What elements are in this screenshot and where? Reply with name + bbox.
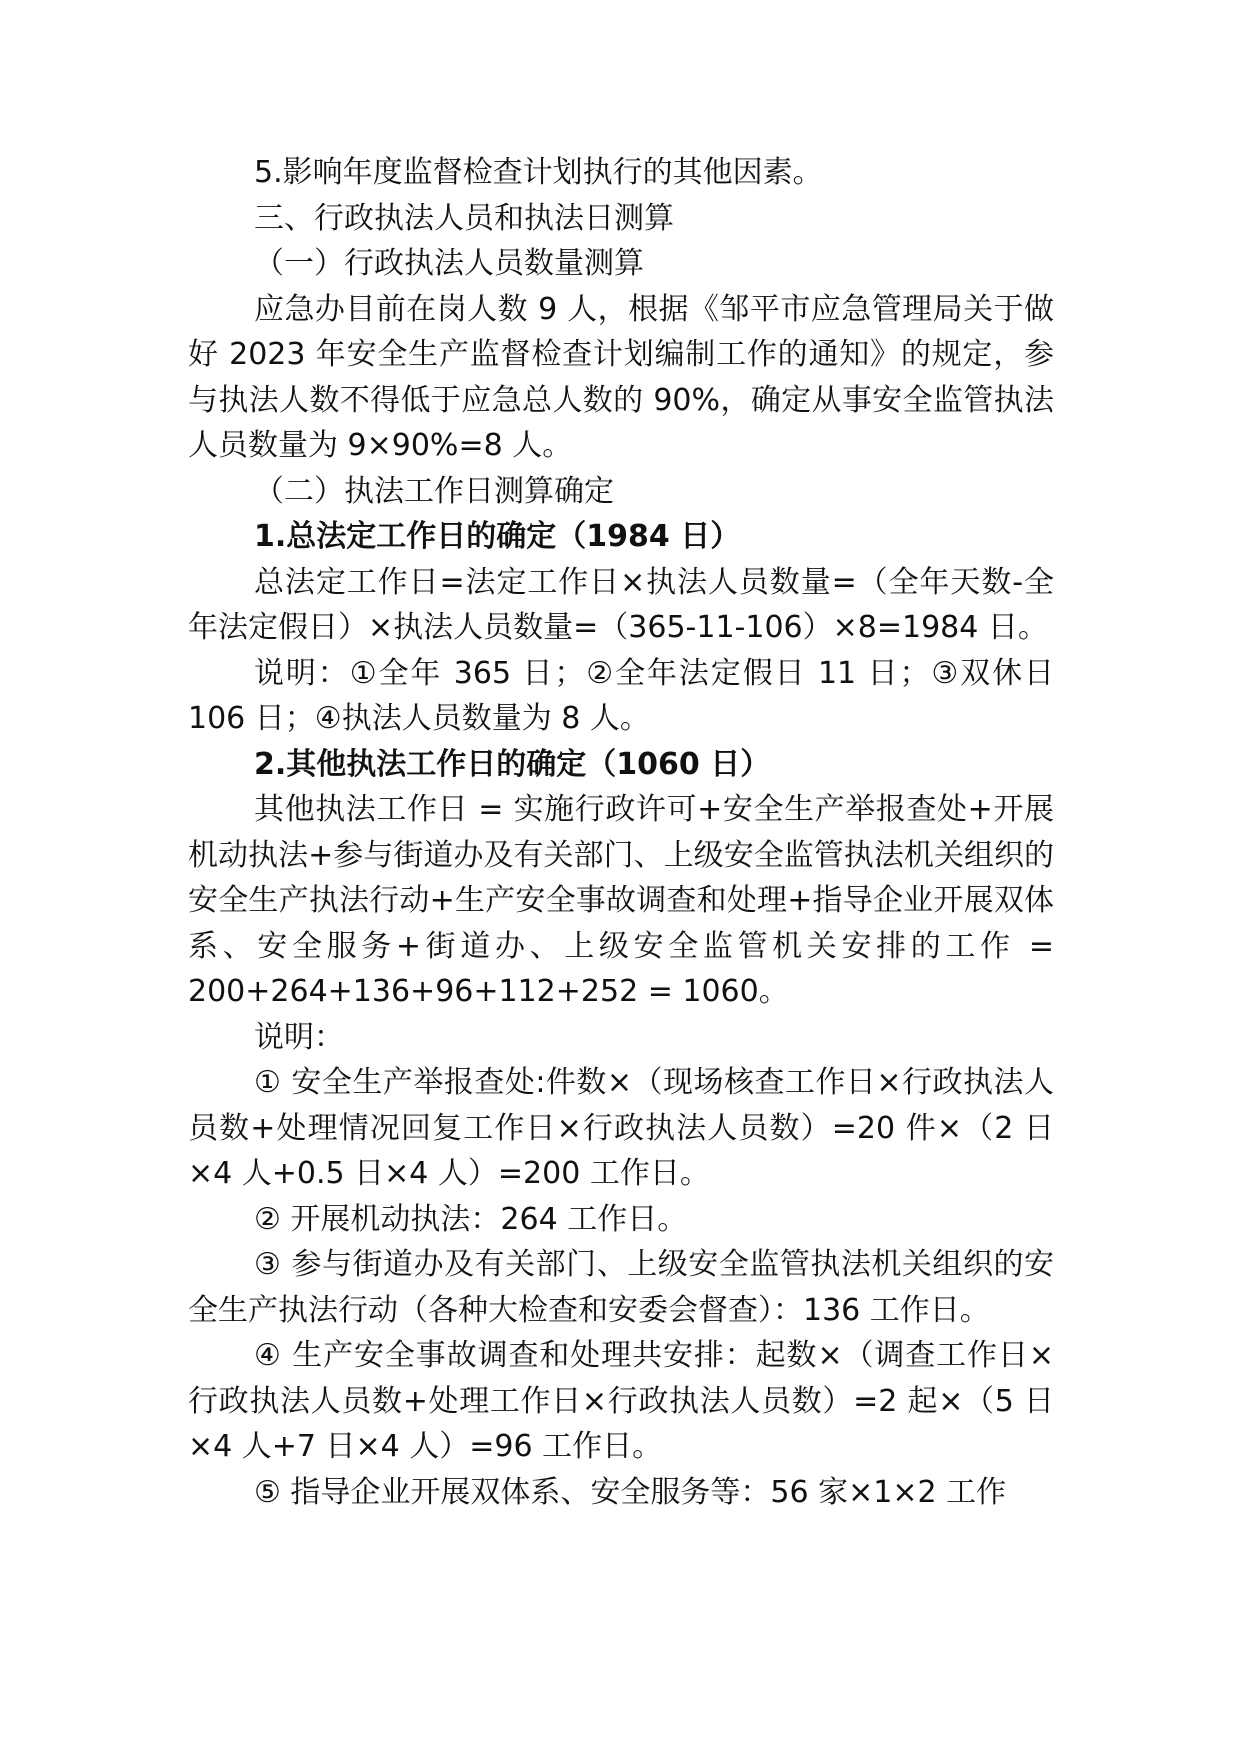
bold-heading-other-workdays: 2.其他执法工作日的确定（1060 日） [254, 746, 771, 782]
note-item-4: ④ 生产安全事故调查和处理共安排：起数×（调查工作日×行政执法人员数+处理工作日×行政执法人员数）=2 起×（5 日×4 人+7 日×4 人）=96 工作日。 [188, 1338, 1054, 1464]
section-heading-3: 三、行政执法人员和执法日测算 [254, 200, 674, 236]
note-item-2: ② 开展机动执法：264 工作日。 [254, 1201, 688, 1237]
bold-heading-total-workdays: 1.总法定工作日的确定（1984 日） [254, 519, 741, 554]
body-paragraph-total-formula: 总法定工作日=法定工作日×执法人员数量=（全年天数-全年法定假日）×执法人员数量=（365-11-106）×8=1984 日。 [188, 564, 1054, 645]
subsection-heading-2: （二）执法工作日测算确定 [254, 473, 614, 509]
notes-label: 说明： [254, 1019, 344, 1055]
body-paragraph-total-notes: 说明：①全年 365 日；②全年法定假日 11 日；③双休日 106 日；④执法人员数量为 8 人。 [188, 655, 1054, 736]
note-item-1: ① 安全生产举报查处:件数×（现场核查工作日×行政执法人员数+处理情况回复工作日×行政执法人员数）=20 件×（2 日×4 人+0.5 日×4 人）=200 工作日。 [188, 1065, 1054, 1191]
note-item-3: ③ 参与街道办及有关部门、上级安全监管执法机关组织的安全生产执法行动（各种大检查和安委会督查）：136 工作日。 [188, 1247, 1054, 1328]
body-paragraph-other-formula: 其他执法工作日 = 实施行政许可+安全生产举报查处+开展机动执法+参与街道办及有关部门、上级安全监管执法机关组织的安全生产执法行动+生产安全事故调查和处理+指导企业开展双体系、安全服务+街道办、上级安全监管机关安排的工作 = 200+264+136+96+112+252 = 1060。 [188, 792, 1054, 1009]
note-item-5: ⑤ 指导企业开展双体系、安全服务等：56 家×1×2 工作 [254, 1474, 1007, 1510]
document-page [188, 150, 1054, 1515]
list-item-other-factors: 5.影响年度监督检查计划执行的其他因素。 [254, 155, 823, 190]
subsection-heading-1: （一）行政执法人员数量测算 [254, 246, 644, 281]
body-paragraph-staff-count: 应急办目前在岗人数 9 人，根据《邹平市应急管理局关于做好 2023 年安全生产监督检查计划编制工作的通知》的规定，参与执法人数不得低于应急总人数的 90%，确定从事安全监管执法人员数量为 9×90%=8 人。 [188, 291, 1054, 463]
